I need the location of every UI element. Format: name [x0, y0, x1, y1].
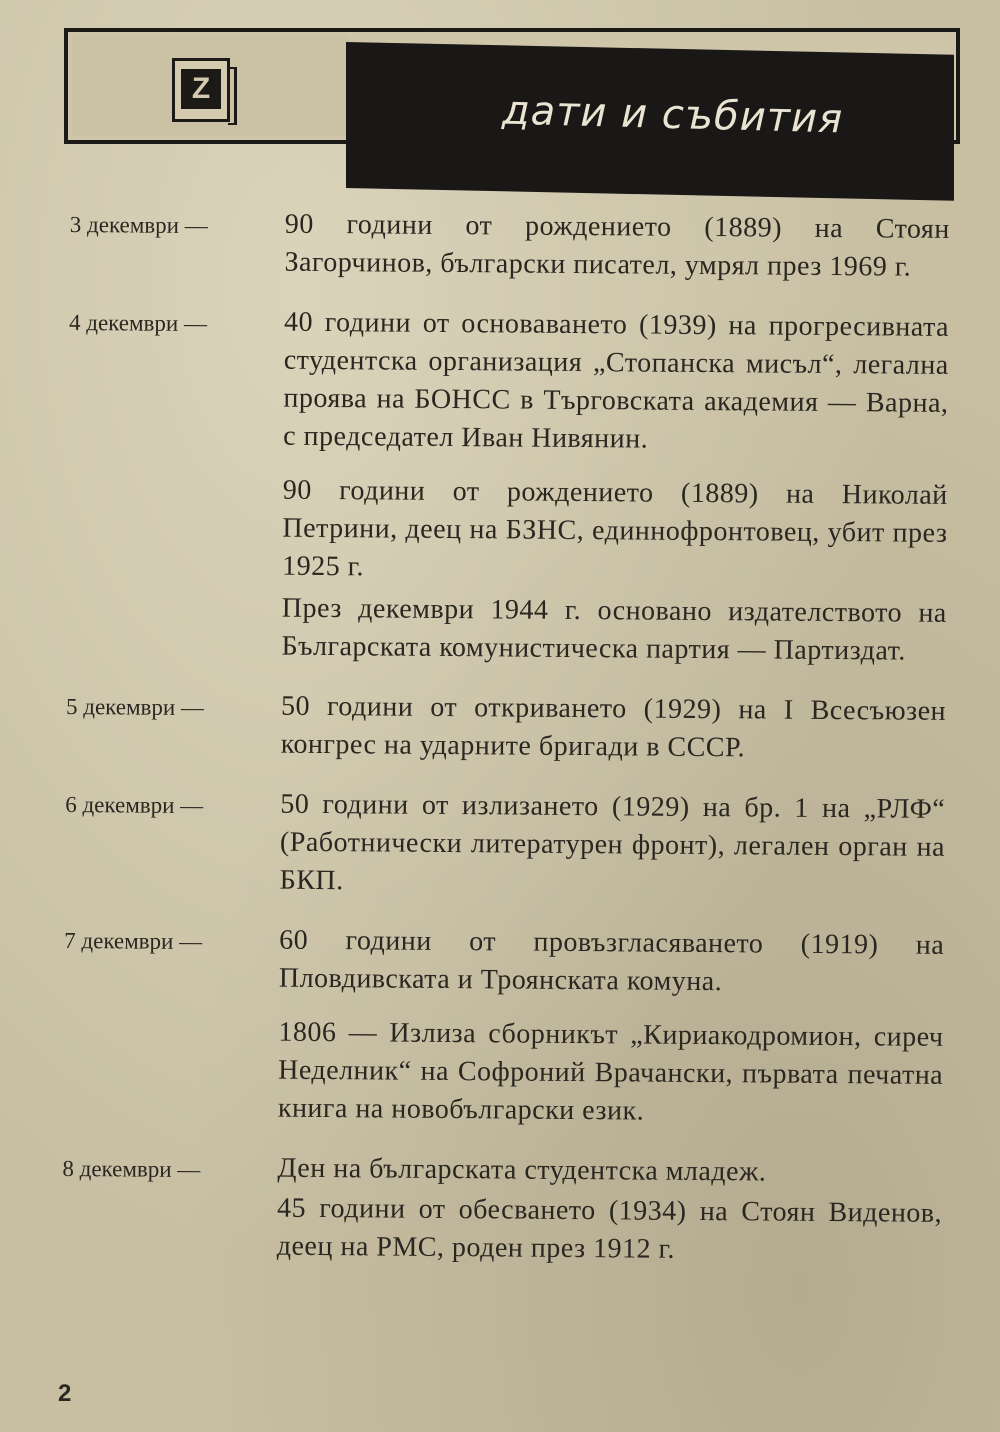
section-header	[64, 28, 956, 188]
event-paragraph: 90 години от рождението (1889) на Стоян Загорчинов, български писател, умрял през 1969 г.	[284, 208, 950, 283]
event-paragraph: Ден на българската студентска младеж.	[277, 1152, 767, 1188]
event-date: 4 декември —	[68, 309, 208, 337]
header-logo-area	[72, 36, 350, 136]
event-paragraph: 90 години от рождението (1889) на Николай Петрини, деец на БЗНС, единнофронтовец, убит през 1925 г.	[282, 474, 948, 583]
event-text-block	[284, 206, 950, 287]
event-paragraph: 40 години от основаването (1939) на прогресивната студентска организация „Стопанска мисъл“, легална проява на БОНСС в Търговската академия — Варна, с председател Иван Нивянин.	[283, 306, 950, 455]
event-entry	[66, 302, 949, 671]
event-paragraph: 50 години от излизането (1929) на бр. 1 на „РЛФ“ (Работнически литературен фронт), легален орган на БКП.	[279, 788, 946, 897]
event-entry	[66, 686, 947, 769]
event-text-block	[280, 786, 946, 905]
page-number: 2	[58, 1380, 72, 1407]
event-paragraph: 1806 — Излиза сборникът „Кириакодромион, сиреч Неделник“ на Софроний Врачански, първата печатна книга на новобългарски език.	[277, 1016, 944, 1127]
event-paragraph: 60 години от провъзгласяването (1919) на Пловдивската и Троянската комуна.	[278, 924, 945, 998]
event-date: 5 декември —	[65, 693, 205, 721]
event-text-block	[281, 688, 947, 769]
event-date: 3 декември —	[69, 211, 208, 239]
event-paragraph: През декември 1944 г. основано издателството на Българската комунистическа партия — Партиздат.	[281, 592, 947, 667]
calendar-z-icon	[172, 58, 230, 122]
logo-letter: Z	[181, 69, 221, 109]
event-text-block	[278, 922, 945, 1133]
section-title: дати и събития	[501, 87, 844, 143]
event-paragraph: 45 години от обесването (1934) на Стоян Виденов, деец на РМС, роден през 1912 г.	[276, 1192, 943, 1265]
event-text-block	[277, 1150, 943, 1271]
event-paragraph: 50 години от откриването (1929) на I Всесъюзен конгрес на ударните бригади в СССР.	[280, 690, 947, 764]
events-list	[62, 204, 950, 1293]
event-entry	[69, 204, 950, 287]
event-entry	[62, 1148, 943, 1271]
event-date: 6 декември —	[65, 791, 204, 819]
event-entry	[63, 920, 945, 1133]
event-date: 7 декември —	[64, 927, 203, 955]
event-entry	[65, 784, 946, 905]
event-date: 8 декември —	[62, 1155, 201, 1183]
event-text-block	[281, 304, 949, 671]
